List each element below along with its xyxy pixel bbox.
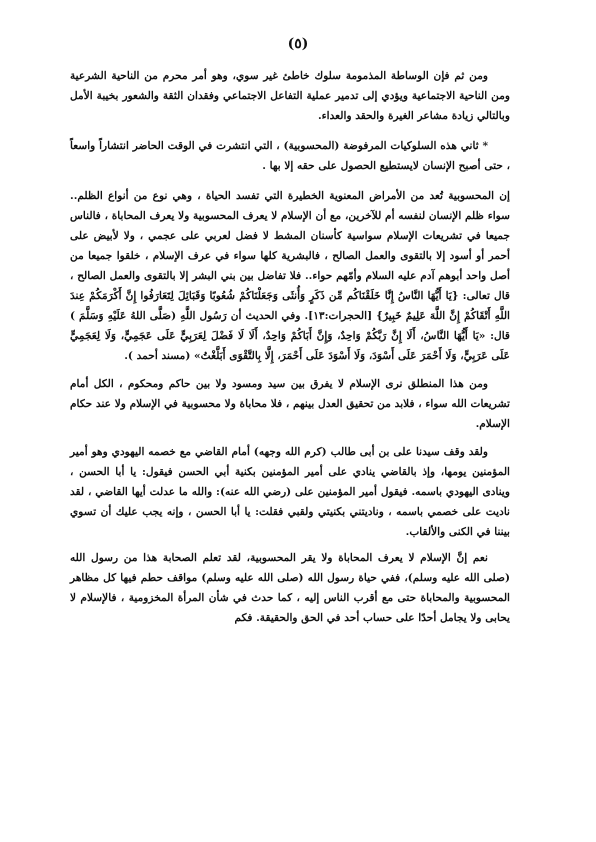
body-text <box>70 66 510 628</box>
paragraph-ali-story: ولقد وقف سيدنا على بن أبى طالب (كرم الله وجهه) أمام القاضي مع خصمه اليهودي وهو أمير المؤمنين يومها، وإذ بالقاضي ينادي على أمير المؤمنين بكنية أبي الحسن فيقول: يا أبا الحسن ، وينادى اليهودي باسمه. فيقول أمير المؤمنين على (رضي الله عنه): والله ما عدلت أيها القاضي ، لقد ناديت على خصمي باسمه ، وناديتني بكنيتي ولقبي فقلت: يا أبا الحسن ، وإنه يجب عليك أن تسوي بيننا في الكنى والألقاب. <box>70 446 510 538</box>
page-number: (٥) <box>287 36 309 52</box>
paragraph-islam-equality: ومن هذا المنطلق نرى الإسلام لا يفرق بين سيد ومسود ولا بين حاكم ومحكوم ، الكل أمام تشريعات الله سواء ، فلابد من تحقيق العدل بينهم ، فلا محاباة ولا محسوبية في الإسلام ولا عند حكام الإسلام. <box>70 378 510 430</box>
paragraph-mahsubiya-definition: إن المحسوبية تُعد من الأمراض المعنوية الخطيرة التي تفسد الحياة ، وهي نوع من أنواع الظلم.. سواء ظلم الإنسان لنفسه أم للآخرين، مع أن الإسلام لا يعرف المحسوبية ولا يعرف المحاباة ، فالناس جميعا في تشريعات الإسلام سواسية كأسنان المشط لا فضل لعربي على عجمي ، ولا لأبيض على أحمر أو أسود إلا بالتقوى والعمل الصالح ، فالبشرية كلها سواء في عرف الإسلام ، خلقوا جميعا من أصل واحد أبوهم آدم عليه السلام وأمّهم حواء.. فلا تفاضل بين بني البشر إلا بالتقوى والعمل الصالح ، قال تعالى: {يَا أَيُّهَا النَّاسُ إِنَّا خَلَقْنَاكُم مِّن ذَكَرٍ وَأُنثَى وَجَعَلْنَاكُمْ شُعُوبًا وَقَبَائِلَ لِتَعَارَفُوا إِنَّ أَكْرَمَكُمْ عِندَ اللَّهِ أَتْقَاكُمْ إِنَّ اللَّهَ عَلِيمٌ خَبِيرٌ} [الحجرات:١٣]. وفي الحديث أن رَسُول اللَّهِ (صَلَّى اللهُ عَلَيْهِ وَسَلَّمَ ) قال: «يَا أَيُّهَا النَّاسُ، أَلَا إِنَّ رَبَّكُمْ وَاحِدٌ، وَإِنَّ أَبَاكُمْ وَاحِدٌ، أَلَا لَا فَضْلَ لِعَرَبِيٍّ عَلَى عَجَمِيٍّ، وَلَا لِعَجَمِيٍّ عَلَى عَرَبِيٍّ، وَلَا أَحْمَرَ عَلَى أَسْوَدَ، وَلَا أَسْوَدَ عَلَى أَحْمَرَ، إِلَّا بِالتَّقْوَى أَبَلَّغْتُ» (مسند أحمد ). <box>70 190 510 362</box>
paragraph-mahsubiya-intro: * ثاني هذه السلوكيات المرفوضة (المحسوبية) ، التي انتشرت في الوقت الحاضر انتشاراً واسعاً ، حتى أصبح الإنسان لايستطيع الحصول على حقه إلا بها . <box>70 140 510 172</box>
paragraph-wasata-conclusion: ومن ثم فإن الوساطة المذمومة سلوك خاطئ غير سوي، وهو أمر محرم من الناحية الشرعية ومن الناحية الاجتماعية ويؤدي إلى تدمير عملية التفاعل الاجتماعي وفقدان الثقة والشعور بخيبة الأمل وبالتالي زيادة مشاعر الغيرة والحقد والعداء. <box>70 70 510 122</box>
paragraph-no-favoritism: نعم إنَّ الإسلام لا يعرف المحاباة ولا يقر المحسوبية، لقد تعلم الصحابة هذا من رسول الله (صلى الله عليه وسلم)، ففي حياة رسول الله (صلى الله عليه وسلم) مواقف حطم فيها كل مظاهر المحسوبية والمحاباة حتى مع أقرب الناس إليه ، كما حدث في شأن المرأة المخزومية ، فالإسلام لا يحابى ولا يجامل أحدًا على حساب أحد في الحق والحقيقة. فكم <box>70 552 510 624</box>
